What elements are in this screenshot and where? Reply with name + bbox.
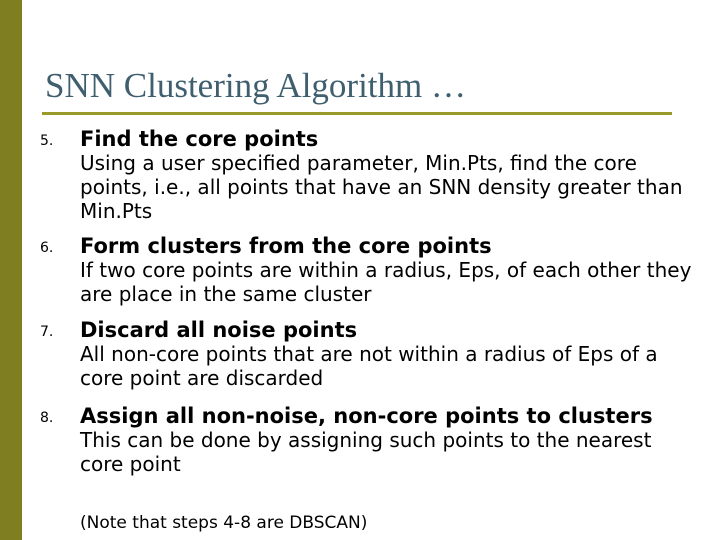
dbscan-note: (Note that steps 4-8 are DBSCAN)	[80, 513, 368, 533]
step-number: 7.	[40, 324, 54, 340]
title-divider	[42, 112, 672, 115]
step-number: 6.	[40, 240, 54, 256]
step-heading: Find the core points	[80, 127, 319, 151]
step-heading: Assign all non-noise, non-core points to clusters	[80, 404, 653, 428]
step-number: 8.	[40, 410, 54, 426]
step-text: If two core points are within a radius, Eps, of each other they are place in the same cluster	[80, 258, 692, 306]
step-number: 5.	[40, 133, 54, 149]
step-text: All non-core points that are not within a radius of Eps of a core point are discarded	[80, 342, 658, 390]
slide-title: SNN Clustering Algorithm …	[45, 66, 466, 105]
step-heading: Discard all noise points	[80, 318, 358, 342]
step-text: This can be done by assigning such points to the nearest core point	[80, 428, 652, 476]
step-heading: Form clusters from the core points	[80, 234, 492, 258]
step-text: Using a user specified parameter, Min.Pts, find the core points, i.e., all points that have an SNN density greater than Min.Pts	[80, 151, 683, 223]
left-accent-bar	[0, 0, 22, 540]
